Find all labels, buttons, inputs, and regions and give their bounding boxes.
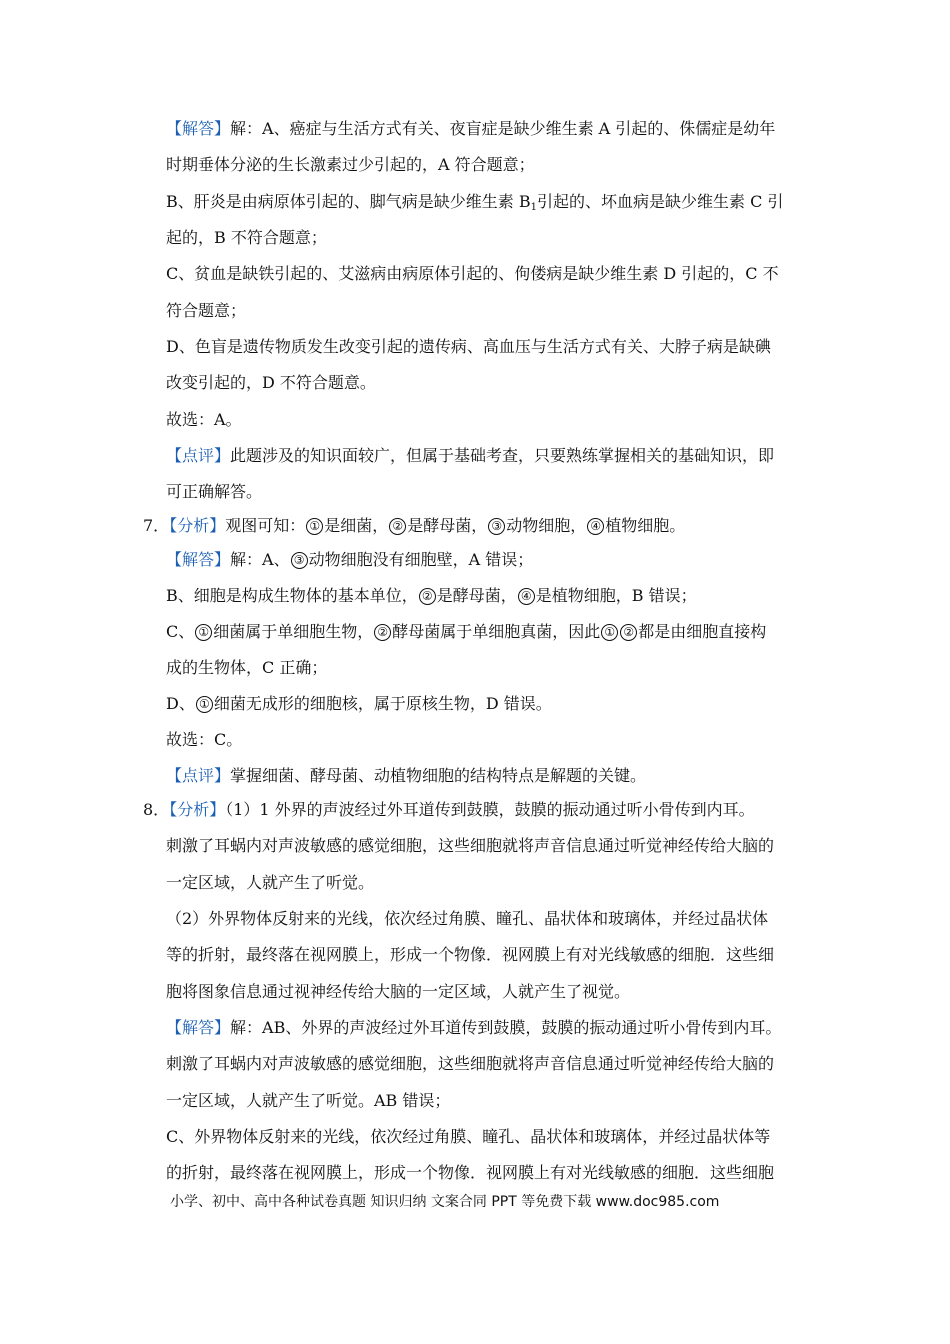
q8-analysis-line-4: （2）外界物体反射来的光线，依次经过角膜、瞳孔、晶状体和玻璃体，并经过晶状体 [166, 909, 769, 928]
q8-analysis-line-5: 等的折射，最终落在视网膜上，形成一个物像．视网膜上有对光线敏感的细胞．这些细 [166, 945, 775, 964]
circled-1: ① [195, 624, 212, 641]
q7-option-c-line-2: 成的生物体，C 正确； [166, 658, 328, 677]
analysis-tag: 【分析】 [169, 516, 226, 535]
q8-answer-line-3: 一定区域，人就产生了听觉。AB 错误； [166, 1091, 451, 1110]
q8-answer-line-1: 【解答】解：AB、外界的声波经过外耳道传到鼓膜，鼓膜的振动通过听小骨传到内耳。 [166, 1018, 782, 1037]
q6-option-d-line-1: D、色盲是遗传物质发生改变引起的遗传病、高血压与生活方式有关、大脖子病是缺碘 [166, 337, 771, 356]
q6-comment-line-2: 可正确解答。 [166, 482, 263, 501]
circled-1: ① [601, 624, 618, 641]
q8-analysis-line-3: 一定区域，人就产生了听觉。 [166, 873, 375, 892]
circled-1: ① [306, 518, 323, 535]
q8-answer-line-2: 刺激了耳蜗内对声波敏感的感觉细胞，这些细胞就将声音信息通过听觉神经传给大脑的 [166, 1054, 775, 1073]
q6-option-d-line-2: 改变引起的，D 不符合题意。 [166, 373, 376, 392]
q6-option-c-line-2: 符合题意； [166, 301, 247, 320]
circled-4: ④ [518, 588, 535, 605]
page-footer: 小学、初中、高中各种试卷真题 知识归纳 文案合同 PPT 等免费下载 www.doc985.com [170, 1194, 720, 1210]
circled-2: ② [620, 624, 637, 641]
answer-tag: 【解答】 [166, 1018, 231, 1037]
q7-number: 7． [143, 516, 170, 535]
analysis-tag: 【分析】 [169, 800, 226, 819]
q6-answer-line-1: 【解答】解：A、癌症与生活方式有关、夜盲症是缺少维生素 A 引起的、侏儒症是幼年 [166, 119, 776, 138]
answer-tag: 【解答】 [166, 550, 231, 569]
q6-option-c-line-1: C、贫血是缺铁引起的、艾滋病由病原体引起的、佝偻病是缺少维生素 D 引起的，C 不 [166, 264, 779, 283]
q7-option-d: D、 ① 细菌无成形的细胞核，属于原核生物，D 错误。 [166, 694, 552, 713]
q8-answer-line-5: 的折射，最终落在视网膜上，形成一个物像．视网膜上有对光线敏感的细胞．这些细胞 [166, 1163, 775, 1182]
circled-3: ③ [291, 552, 308, 569]
q8-analysis-line-2: 刺激了耳蜗内对声波敏感的感觉细胞，这些细胞就将声音信息通过听觉神经传给大脑的 [166, 836, 775, 855]
circled-4: ④ [587, 518, 604, 535]
q8-answer-line-4: C、外界物体反射来的光线，依次经过角膜、瞳孔、晶状体和玻璃体，并经过晶状体等 [166, 1127, 771, 1146]
q6-choice: 故选：A。 [166, 410, 242, 429]
q8-number: 8． [143, 800, 170, 819]
q6-answer-line-2: 时期垂体分泌的生长激素过少引起的，A 符合题意； [166, 155, 535, 174]
circled-1: ① [196, 696, 213, 713]
q7-comment: 【点评】掌握细菌、酵母菌、动植物细胞的结构特点是解题的关键。 [166, 766, 647, 785]
q8-analysis-line-6: 胞将图象信息通过视神经传给大脑的一定区域，人就产生了视觉。 [166, 982, 631, 1001]
comment-tag: 【点评】 [166, 446, 231, 465]
comment-tag: 【点评】 [166, 766, 231, 785]
answer-tag: 【解答】 [166, 119, 231, 138]
q6-comment-line-1: 【点评】此题涉及的知识面较广，但属于基础考查，只要熟练掌握相关的基础知识，即 [166, 446, 775, 465]
circled-2: ② [389, 518, 406, 535]
circled-3: ③ [488, 518, 505, 535]
circled-2: ② [419, 588, 436, 605]
q6-option-b-line-1: B、肝炎是由病原体引起的、脚气病是缺少维生素 $B_1$引起的、坏血病是缺少维生素 C 引 [166, 192, 784, 213]
q7-option-b: B、细胞是构成生物体的基本单位， ② 是酵母菌， ④ 是植物细胞，B 错误； [166, 586, 697, 605]
q7-option-c-line-1: C、 ① 细菌属于单细胞生物， ② 酵母菌属于单细胞真菌，因此 ① ② 都是由细胞直接构 [166, 622, 767, 641]
q8-analysis-line-1: 8．【分析】（1）1 外界的声波经过外耳道传到鼓膜，鼓膜的振动通过听小骨传到内耳。 [143, 800, 755, 819]
q7-answer-line: 【解答】解：A、 ③ 动物细胞没有细胞壁，A 错误； [166, 550, 534, 569]
q7-analysis: 7．【分析】观图可知： ① 是细菌， ② 是酵母菌， ③ 动物细胞， ④ 植物细胞。 [143, 516, 686, 535]
q6-option-b-line-2: 起的，B 不符合题意； [166, 228, 327, 247]
q7-choice: 故选：C。 [166, 730, 243, 749]
circled-2: ② [374, 624, 391, 641]
